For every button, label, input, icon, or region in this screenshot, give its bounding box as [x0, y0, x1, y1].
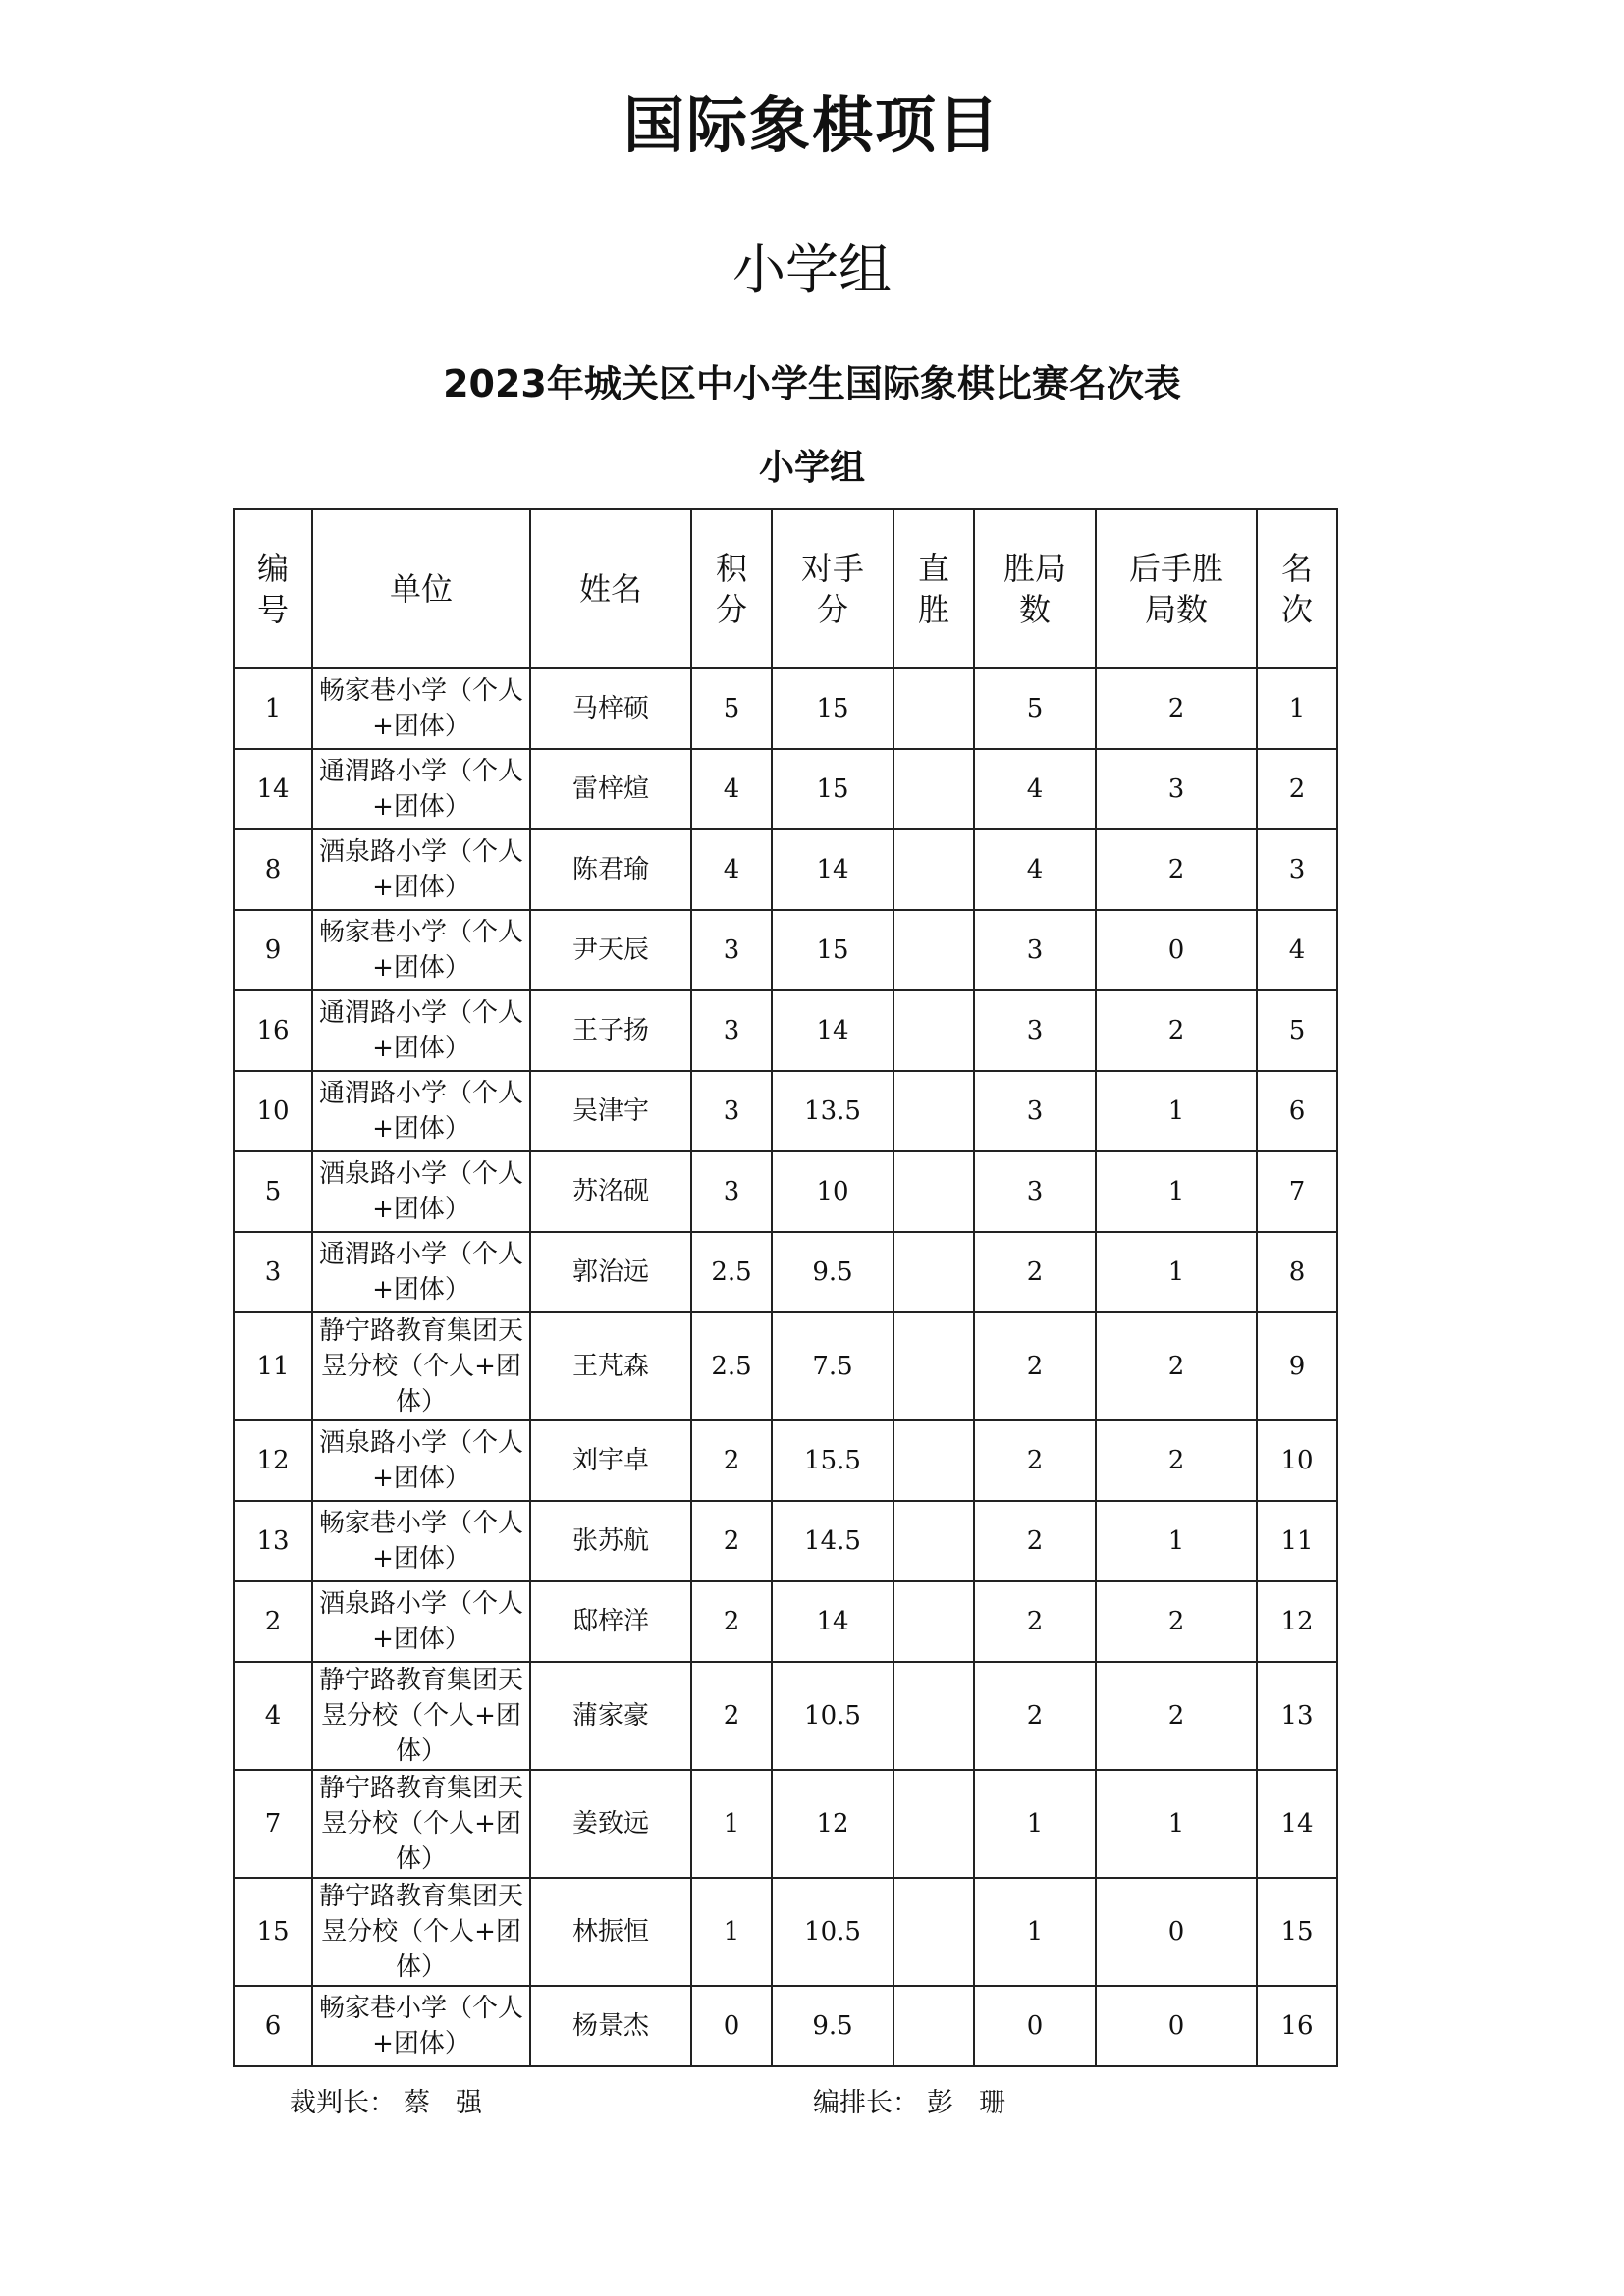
cell-wins: 2	[974, 1232, 1096, 1312]
cell-black-wins: 2	[1096, 1312, 1257, 1420]
cell-wins: 3	[974, 1071, 1096, 1151]
cell-id: 8	[234, 829, 312, 910]
cell-rank: 15	[1257, 1878, 1337, 1986]
table-row	[234, 749, 1337, 829]
table-title: 2023年城关区中小学生国际象棋比赛名次表	[443, 362, 1181, 405]
cell-direct-win	[893, 990, 974, 1071]
cell-wins: 2	[974, 1312, 1096, 1420]
cell-rank: 3	[1257, 829, 1337, 910]
cell-points: 3	[691, 990, 772, 1071]
cell-unit: 酒泉路小学（个人+团体）	[312, 829, 530, 910]
cell-black-wins: 1	[1096, 1770, 1257, 1878]
cell-unit: 通渭路小学（个人+团体）	[312, 1232, 530, 1312]
cell-rank: 14	[1257, 1770, 1337, 1878]
cell-direct-win	[893, 1420, 974, 1501]
table-row	[234, 1581, 1337, 1662]
cell-unit: 畅家巷小学（个人+团体）	[312, 1501, 530, 1581]
table-row	[234, 1312, 1337, 1420]
cell-wins: 3	[974, 910, 1096, 990]
cell-direct-win	[893, 1878, 974, 1986]
cell-points: 1	[691, 1878, 772, 1986]
header-id: 编号	[234, 509, 312, 668]
cell-wins: 1	[974, 1878, 1096, 1986]
cell-direct-win	[893, 1151, 974, 1232]
cell-black-wins: 3	[1096, 749, 1257, 829]
cell-unit: 静宁路教育集团天昱分校（个人+团体）	[312, 1878, 530, 1986]
cell-opponent-score: 9.5	[772, 1986, 893, 2066]
cell-black-wins: 1	[1096, 1501, 1257, 1581]
cell-opponent-score: 12	[772, 1770, 893, 1878]
cell-id: 6	[234, 1986, 312, 2066]
cell-opponent-score: 14.5	[772, 1501, 893, 1581]
cell-points: 2	[691, 1420, 772, 1501]
cell-wins: 1	[974, 1770, 1096, 1878]
cell-black-wins: 2	[1096, 990, 1257, 1071]
table-row	[234, 1151, 1337, 1232]
cell-direct-win	[893, 1501, 974, 1581]
cell-opponent-score: 15	[772, 668, 893, 749]
cell-rank: 4	[1257, 910, 1337, 990]
cell-rank: 9	[1257, 1312, 1337, 1420]
cell-black-wins: 2	[1096, 1420, 1257, 1501]
chief-referee-label: 裁判长：	[290, 2088, 396, 2118]
table-row	[234, 1770, 1337, 1878]
cell-rank: 2	[1257, 749, 1337, 829]
cell-black-wins: 1	[1096, 1071, 1257, 1151]
cell-points: 3	[691, 1151, 772, 1232]
cell-id: 14	[234, 749, 312, 829]
cell-points: 2.5	[691, 1312, 772, 1420]
cell-wins: 4	[974, 829, 1096, 910]
results-table	[233, 508, 1338, 2067]
cell-points: 4	[691, 829, 772, 910]
cell-unit: 静宁路教育集团天昱分校（个人+团体）	[312, 1662, 530, 1770]
cell-points: 1	[691, 1770, 772, 1878]
cell-id: 2	[234, 1581, 312, 1662]
cell-name: 马梓硕	[530, 668, 691, 749]
cell-name: 王芃森	[530, 1312, 691, 1420]
cell-black-wins: 1	[1096, 1232, 1257, 1312]
cell-wins: 2	[974, 1420, 1096, 1501]
header-row	[234, 509, 1337, 668]
cell-name: 林振恒	[530, 1878, 691, 1986]
cell-id: 13	[234, 1501, 312, 1581]
table-row	[234, 668, 1337, 749]
cell-name: 邸梓洋	[530, 1581, 691, 1662]
cell-unit: 通渭路小学（个人+团体）	[312, 990, 530, 1071]
cell-points: 3	[691, 910, 772, 990]
cell-direct-win	[893, 1232, 974, 1312]
cell-name: 王子扬	[530, 990, 691, 1071]
arbiter-signature	[813, 2081, 1031, 2119]
cell-rank: 1	[1257, 668, 1337, 749]
cell-unit: 畅家巷小学（个人+团体）	[312, 1986, 530, 2066]
cell-direct-win	[893, 1770, 974, 1878]
cell-wins: 2	[974, 1662, 1096, 1770]
cell-wins: 2	[974, 1581, 1096, 1662]
cell-direct-win	[893, 1662, 974, 1770]
table-row	[234, 1232, 1337, 1312]
cell-unit: 酒泉路小学（个人+团体）	[312, 1581, 530, 1662]
cell-wins: 3	[974, 990, 1096, 1071]
cell-unit: 静宁路教育集团天昱分校（个人+团体）	[312, 1770, 530, 1878]
cell-points: 4	[691, 749, 772, 829]
cell-direct-win	[893, 910, 974, 990]
cell-id: 11	[234, 1312, 312, 1420]
cell-black-wins: 1	[1096, 1151, 1257, 1232]
cell-opponent-score: 10.5	[772, 1878, 893, 1986]
chief-referee-signature	[290, 2081, 508, 2119]
cell-id: 10	[234, 1071, 312, 1151]
cell-unit: 通渭路小学（个人+团体）	[312, 749, 530, 829]
chief-referee-name: 蔡强	[404, 2088, 508, 2118]
cell-opponent-score: 9.5	[772, 1232, 893, 1312]
cell-name: 陈君瑜	[530, 829, 691, 910]
cell-wins: 2	[974, 1501, 1096, 1581]
cell-rank: 13	[1257, 1662, 1337, 1770]
header-rank: 名次	[1257, 509, 1337, 668]
cell-id: 3	[234, 1232, 312, 1312]
arbiter-name: 彭珊	[927, 2088, 1031, 2118]
table-subtitle: 小学组	[758, 448, 865, 488]
cell-black-wins: 2	[1096, 1581, 1257, 1662]
cell-opponent-score: 7.5	[772, 1312, 893, 1420]
cell-opponent-score: 15	[772, 910, 893, 990]
table-row	[234, 910, 1337, 990]
table-row	[234, 829, 1337, 910]
main-title: 国际象棋项目	[623, 89, 1001, 161]
cell-wins: 3	[974, 1151, 1096, 1232]
cell-id: 1	[234, 668, 312, 749]
cell-name: 蒲家豪	[530, 1662, 691, 1770]
cell-name: 尹天辰	[530, 910, 691, 990]
header-opponent-score: 对手分	[772, 509, 893, 668]
cell-unit: 酒泉路小学（个人+团体）	[312, 1151, 530, 1232]
table-row	[234, 1071, 1337, 1151]
cell-rank: 7	[1257, 1151, 1337, 1232]
group-subtitle: 小学组	[732, 239, 892, 300]
cell-opponent-score: 14	[772, 1581, 893, 1662]
header-name: 姓名	[530, 509, 691, 668]
cell-direct-win	[893, 1986, 974, 2066]
cell-id: 15	[234, 1878, 312, 1986]
cell-rank: 10	[1257, 1420, 1337, 1501]
cell-direct-win	[893, 829, 974, 910]
cell-direct-win	[893, 668, 974, 749]
cell-rank: 6	[1257, 1071, 1337, 1151]
table-row	[234, 1878, 1337, 1986]
cell-black-wins: 0	[1096, 910, 1257, 990]
header-direct-win: 直胜	[893, 509, 974, 668]
cell-opponent-score: 10.5	[772, 1662, 893, 1770]
cell-points: 3	[691, 1071, 772, 1151]
cell-black-wins: 0	[1096, 1986, 1257, 2066]
cell-name: 姜致远	[530, 1770, 691, 1878]
cell-wins: 0	[974, 1986, 1096, 2066]
cell-rank: 11	[1257, 1501, 1337, 1581]
cell-points: 2	[691, 1581, 772, 1662]
cell-points: 2	[691, 1662, 772, 1770]
cell-id: 5	[234, 1151, 312, 1232]
cell-unit: 通渭路小学（个人+团体）	[312, 1071, 530, 1151]
arbiter-label: 编排长：	[813, 2088, 919, 2118]
cell-wins: 5	[974, 668, 1096, 749]
cell-wins: 4	[974, 749, 1096, 829]
cell-rank: 8	[1257, 1232, 1337, 1312]
cell-points: 0	[691, 1986, 772, 2066]
cell-name: 刘宇卓	[530, 1420, 691, 1501]
cell-name: 郭治远	[530, 1232, 691, 1312]
header-unit: 单位	[312, 509, 530, 668]
header-black-wins: 后手胜局数	[1096, 509, 1257, 668]
cell-black-wins: 2	[1096, 668, 1257, 749]
cell-black-wins: 2	[1096, 829, 1257, 910]
cell-points: 2	[691, 1501, 772, 1581]
cell-direct-win	[893, 749, 974, 829]
cell-id: 16	[234, 990, 312, 1071]
cell-name: 苏洺砚	[530, 1151, 691, 1232]
cell-direct-win	[893, 1071, 974, 1151]
cell-opponent-score: 13.5	[772, 1071, 893, 1151]
cell-name: 吴津宇	[530, 1071, 691, 1151]
table-row	[234, 1662, 1337, 1770]
cell-opponent-score: 10	[772, 1151, 893, 1232]
table-row	[234, 1986, 1337, 2066]
cell-name: 杨景杰	[530, 1986, 691, 2066]
cell-opponent-score: 14	[772, 829, 893, 910]
cell-name: 张苏航	[530, 1501, 691, 1581]
cell-black-wins: 2	[1096, 1662, 1257, 1770]
cell-unit: 酒泉路小学（个人+团体）	[312, 1420, 530, 1501]
cell-opponent-score: 15	[772, 749, 893, 829]
cell-rank: 12	[1257, 1581, 1337, 1662]
cell-rank: 5	[1257, 990, 1337, 1071]
cell-unit: 畅家巷小学（个人+团体）	[312, 668, 530, 749]
cell-points: 5	[691, 668, 772, 749]
cell-id: 4	[234, 1662, 312, 1770]
cell-id: 7	[234, 1770, 312, 1878]
cell-unit: 静宁路教育集团天昱分校（个人+团体）	[312, 1312, 530, 1420]
cell-opponent-score: 15.5	[772, 1420, 893, 1501]
table-row	[234, 1501, 1337, 1581]
cell-direct-win	[893, 1312, 974, 1420]
table-row	[234, 990, 1337, 1071]
cell-unit: 畅家巷小学（个人+团体）	[312, 910, 530, 990]
table-row	[234, 1420, 1337, 1501]
cell-direct-win	[893, 1581, 974, 1662]
cell-opponent-score: 14	[772, 990, 893, 1071]
cell-points: 2.5	[691, 1232, 772, 1312]
cell-id: 9	[234, 910, 312, 990]
cell-name: 雷梓煊	[530, 749, 691, 829]
header-wins: 胜局数	[974, 509, 1096, 668]
header-points: 积分	[691, 509, 772, 668]
cell-black-wins: 0	[1096, 1878, 1257, 1986]
cell-id: 12	[234, 1420, 312, 1501]
cell-rank: 16	[1257, 1986, 1337, 2066]
